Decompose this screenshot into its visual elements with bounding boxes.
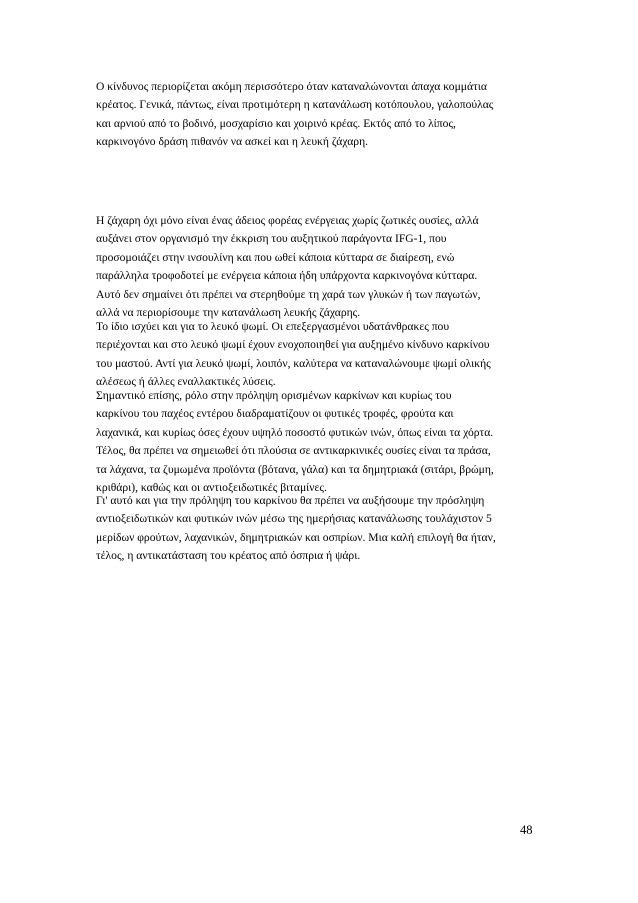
paragraph-white-bread: Το ίδιο ισχύει και για το λευκό ψωμί. Οι επεξεργασμένοι υδατάνθρακες που περιέχονται και στο λευκό ψωμί έχουν ενοχοποιηθεί για αυξημένο κίνδυνο καρκίνου του μαστού. Αντί για λευκό ψωμί, λοιπόν, καλύτερα να καταναλώνουμε ψωμί ολικής αλέσεως ή άλλες εναλλακτικές λύσεις. bbox=[96, 320, 491, 389]
page-number: 48 bbox=[520, 823, 533, 837]
paragraph-prevention-advice: Γι' αυτό και για την πρόληψη του καρκίνου θα πρέπει να αυξήσουμε την πρόσληψη αντιοξειδωτικών και φυτικών ινών μέσω της ημερήσιας κατανάλωσης τουλάχιστον 5 μερίδων φρούτων, λαχανικών, δημητριακών και οσπρίων. Μια καλή επιλογή θα ήταν, τέλος, η αντικατάσταση του κρέατος από όσπρια ή ψάρι. bbox=[96, 494, 496, 563]
paragraph-plant-foods: Σημαντικό επίσης, ρόλο στην πρόληψη ορισμένων καρκίνων και κυρίως του καρκίνου του παχέος εντέρου διαδραματίζουν οι φυτικές τροφές, φρούτα και λαχανικά, και κυρίως όσες έχουν υψηλό ποσοστό φυτικών ινών, όπως είναι τα χόρτα. Τέλος, θα πρέπει να σημειωθεί ότι πλούσια σε αντικαρκινικές ουσίες είναι τα πράσα, τα λάχανα, τα ζυμωμένα προϊόντα (βότανα, γάλα) και τα δημητριακά (σιτάρι, βρώμη, κριθάρι), καθώς και οι αντιοξειδωτικές βιταμίνες. bbox=[96, 389, 494, 495]
paragraph-sugar: Η ζάχαρη όχι μόνο είναι ένας άδειος φορέας ενέργειας χωρίς ζωτικές ουσίες, αλλά αυξάνει στον οργανισμό την έκκριση του αυξητικού παράγοντα IFG-1, που προσομοιάζει στην ινσουλίνη και που ωθεί κάποια κύτταρα σε διαίρεση, ενώ παράλληλα τροφοδοτεί με ενέργεια κάποια ήδη υπάρχοντα καρκινογόνα κύτταρα. Αυτό δεν σημαίνει ότι πρέπει να στερηθούμε τη χαρά των γλυκών ή των παγωτών, αλλά να περιορίσουμε την κατανάλωση λευκής ζάχαρης. bbox=[96, 214, 481, 320]
paragraph-meat-consumption: Ο κίνδυνος περιορίζεται ακόμη περισσότερο όταν καταναλώνονται άπαχα κομμάτια κρέατος. Γενικά, πάντως, είναι προτιμότερη η κατανάλωση κοτόπουλου, γαλοπούλας και αρνιού από το βοδινό, μοσχαρίσιο και χοιρινό κρέας. Εκτός από το λίπος, καρκινογόνο δράση πιθανόν να ασκεί και η λευκή ζάχαρη. bbox=[96, 80, 494, 149]
